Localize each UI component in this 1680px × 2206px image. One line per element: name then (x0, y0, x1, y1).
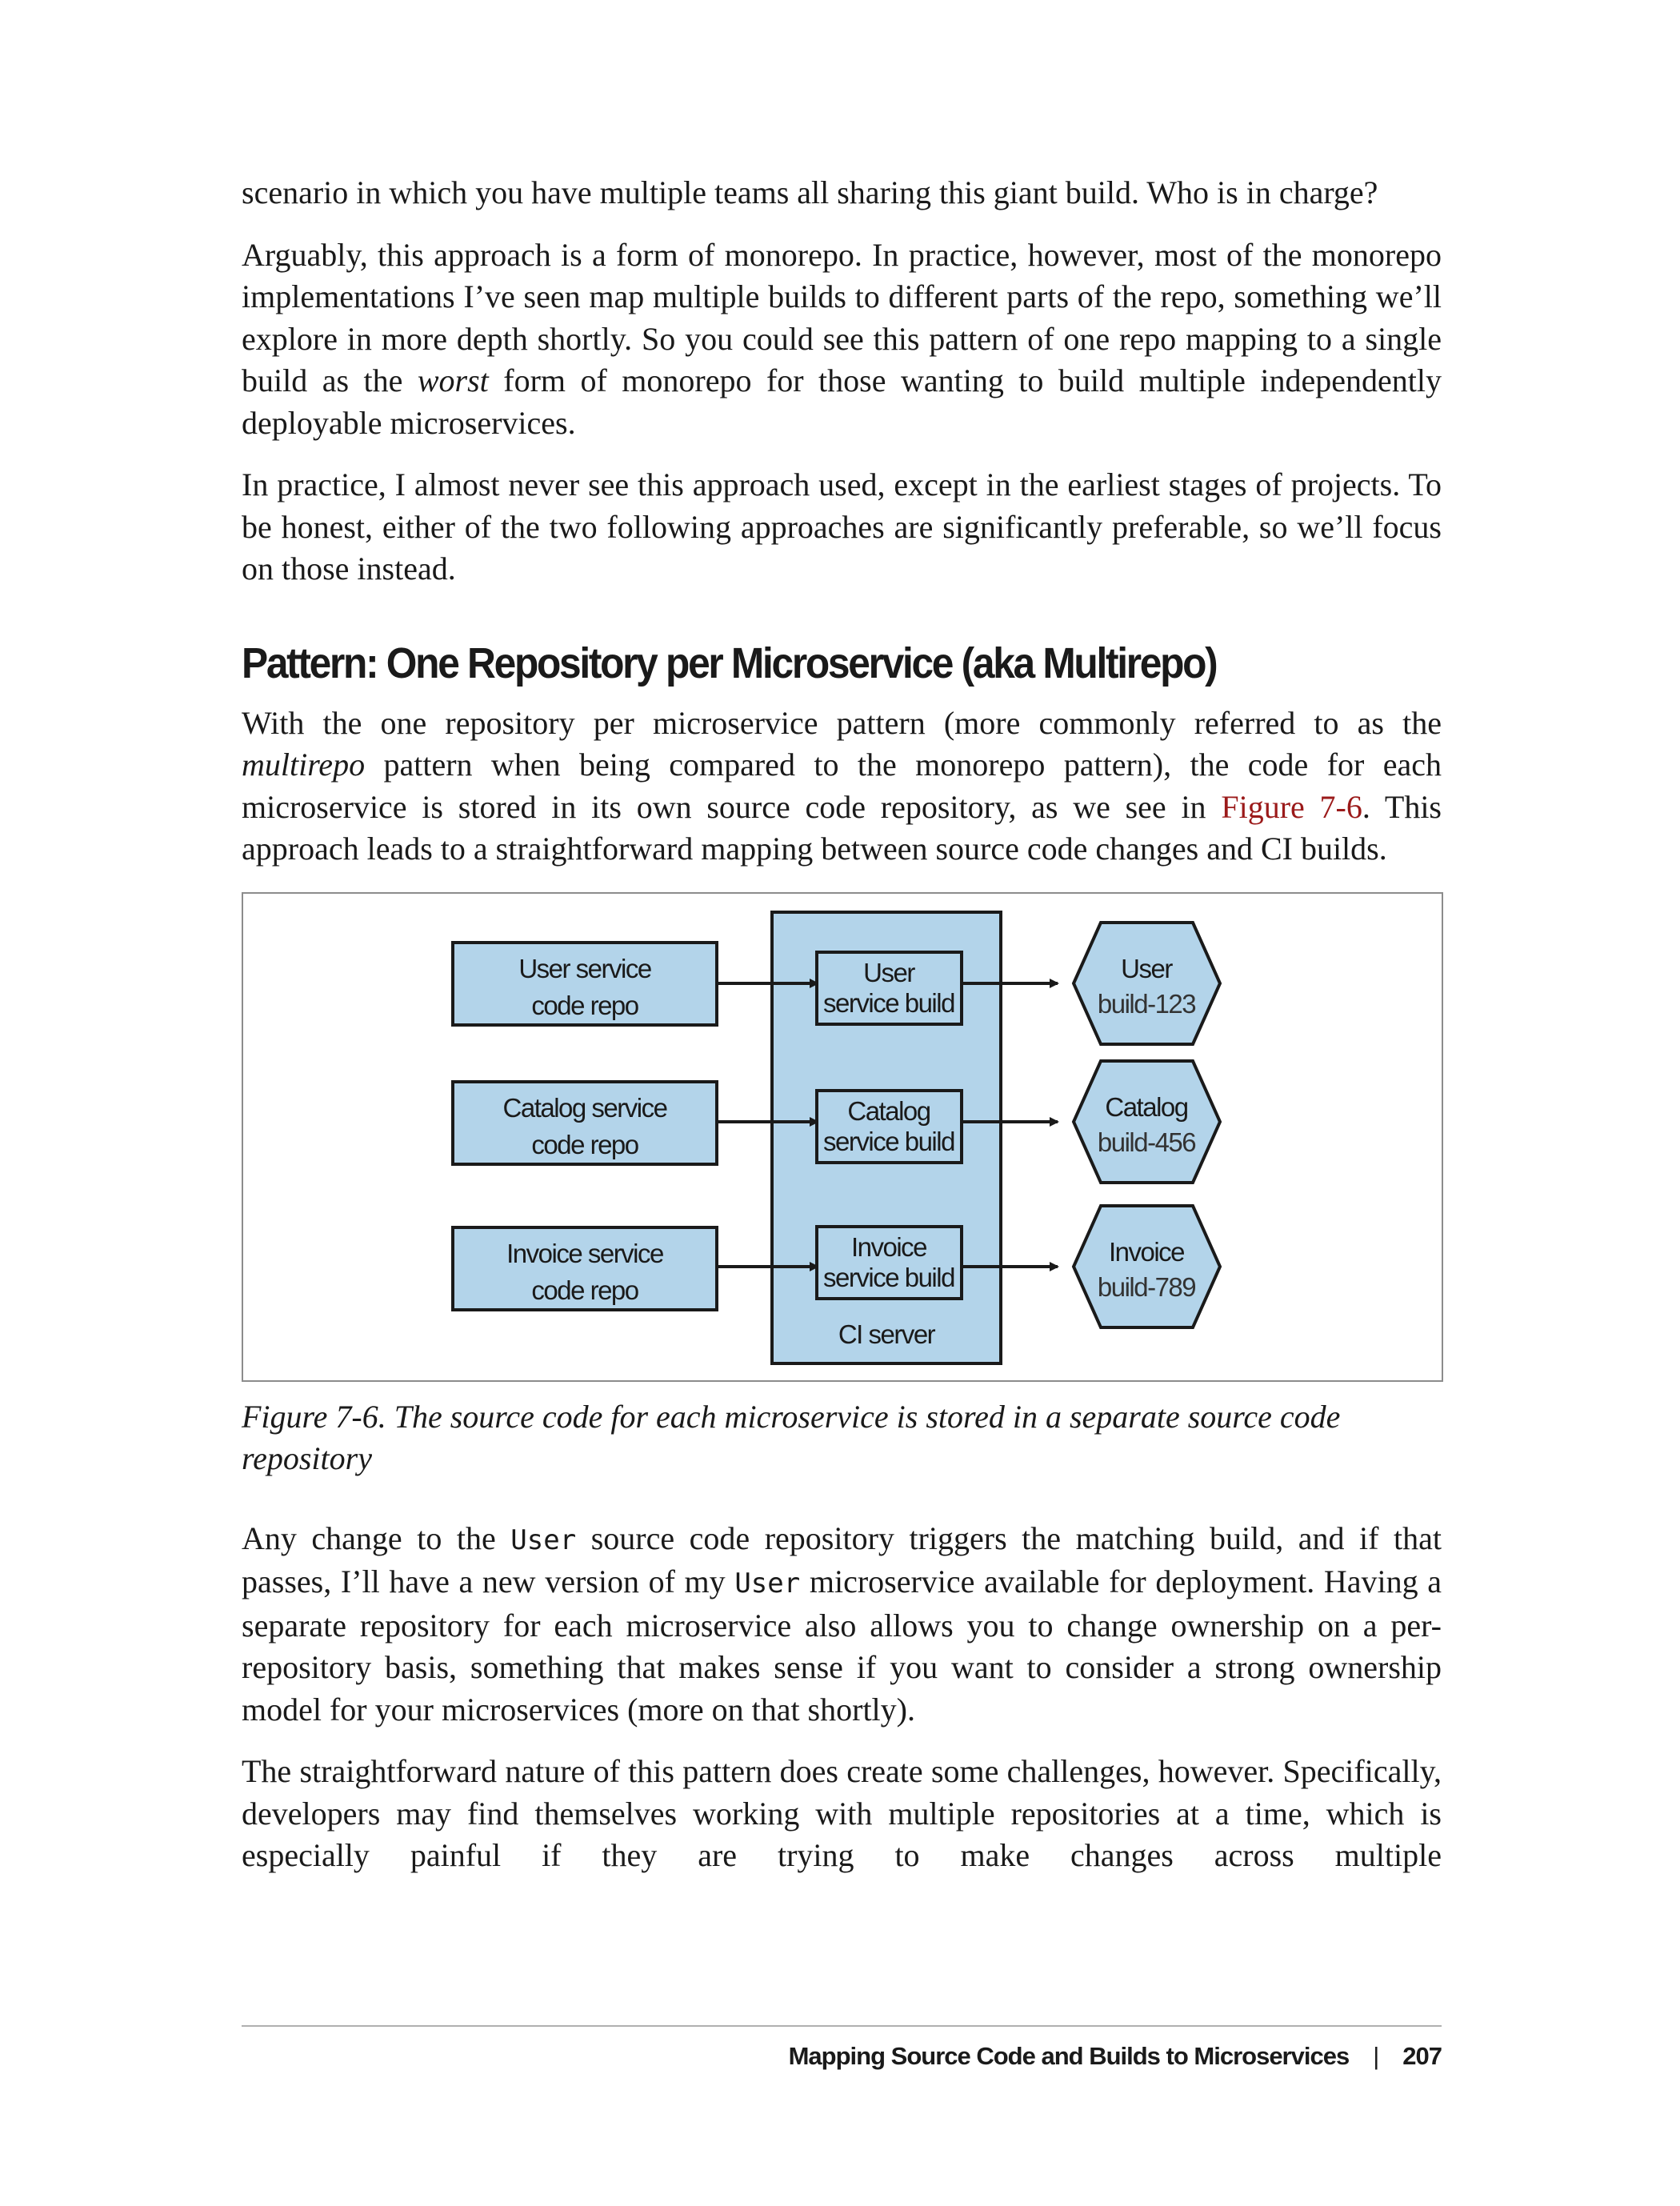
section-title: Pattern: One Repository per Microservice (aka Multirepo) (242, 639, 1217, 687)
figure-7-6 (242, 892, 1443, 1382)
paragraph-6: The straightforward nature of this pattern does create some challenges, however. Specifically, developers may find themselves working with multiple repositories at a time, which is especially painful if they are trying to make changes across multiple (242, 1753, 1442, 1873)
build-invoice-line1: Invoice (850, 1231, 927, 1262)
build-catalog-line2: service build (823, 1126, 954, 1156)
artifact-user-line1: User (1121, 953, 1172, 983)
page-content (242, 172, 1442, 1877)
ci-server-label: CI server (838, 1319, 935, 1349)
paragraph-2: Arguably, this approach is a form of monorepo. In practice, however, most of the monorepo implementations I’ve seen map multiple builds to different parts of the repo, something we’ll explore in more depth shortly. So you could see this pattern of one repo mapping to a single build as the worst form of monorepo for those wanting to build multiple independently deployable microservices. (242, 236, 1442, 441)
build-user-line2: service build (823, 987, 954, 1018)
figure-link[interactable]: Figure 7-6 (1221, 788, 1362, 825)
running-title: Mapping Source Code and Builds to Microservices (788, 2042, 1350, 2070)
build-invoice-line2: service build (823, 1262, 954, 1292)
footer-separator: | (1373, 2042, 1379, 2070)
repo-catalog-line2: code repo (531, 1129, 638, 1159)
artifact-catalog-line1: Catalog (1105, 1091, 1188, 1122)
repo-invoice-line2: code repo (531, 1275, 638, 1305)
repo-catalog-line1: Catalog service (502, 1092, 667, 1123)
repo-invoice-line1: Invoice service (506, 1238, 663, 1268)
repo-user-line1: User service (518, 953, 651, 983)
artifact-user-line2: build-123 (1097, 988, 1196, 1019)
diagram-svg (243, 894, 1445, 1383)
artifact-hexagon-user (1074, 923, 1220, 1044)
figure-caption: Figure 7-6. The source code for each microservice is stored in a separate source code repository (242, 1398, 1341, 1476)
code-user-1: User (510, 1523, 577, 1556)
artifact-catalog-line2: build-456 (1097, 1127, 1196, 1157)
build-user-line1: User (863, 957, 914, 987)
artifact-invoice-line1: Invoice (1108, 1236, 1185, 1267)
emphasis-worst: worst (417, 362, 489, 398)
repo-user-line2: code repo (531, 990, 638, 1020)
paragraph-5: Any change to the User source code repository triggers the matching build, and if that passes, I’ll have a new version of my User microservice available for deployment. Having a separate repository for each microservice also allows you to change ownership on a per-repository basis, something that makes sense if you want to consider a strong ownership model for your microservices (more on that shortly). (242, 1519, 1442, 1728)
artifact-hexagon-catalog (1074, 1061, 1220, 1183)
page-number: 207 (1402, 2042, 1442, 2070)
artifact-hexagon-invoice (1074, 1206, 1220, 1327)
paragraph-1: scenario in which you have multiple teams all sharing this giant build. Who is in charge? (242, 174, 1378, 210)
footer-divider (242, 2025, 1442, 2027)
emphasis-multirepo: multirepo (242, 747, 366, 783)
artifact-invoice-line2: build-789 (1097, 1271, 1196, 1302)
page-footer (789, 2040, 1442, 2072)
paragraph-3: In practice, I almost never see this approach used, except in the earliest stages of projects. To be honest, either of the two following approaches are significantly preferable, so we’ll focus on those instead. (242, 466, 1442, 587)
paragraph-4: With the one repository per microservice pattern (more commonly referred to as the multirepo pattern when being compared to the monorepo pattern), the code for each microservice is stored in its own source code repository, as we see in Figure 7-6. This approach leads to a straightforward mapping between source code changes and CI builds. (242, 704, 1442, 867)
build-catalog-line1: Catalog (847, 1095, 930, 1126)
code-user-2: User (734, 1567, 801, 1599)
